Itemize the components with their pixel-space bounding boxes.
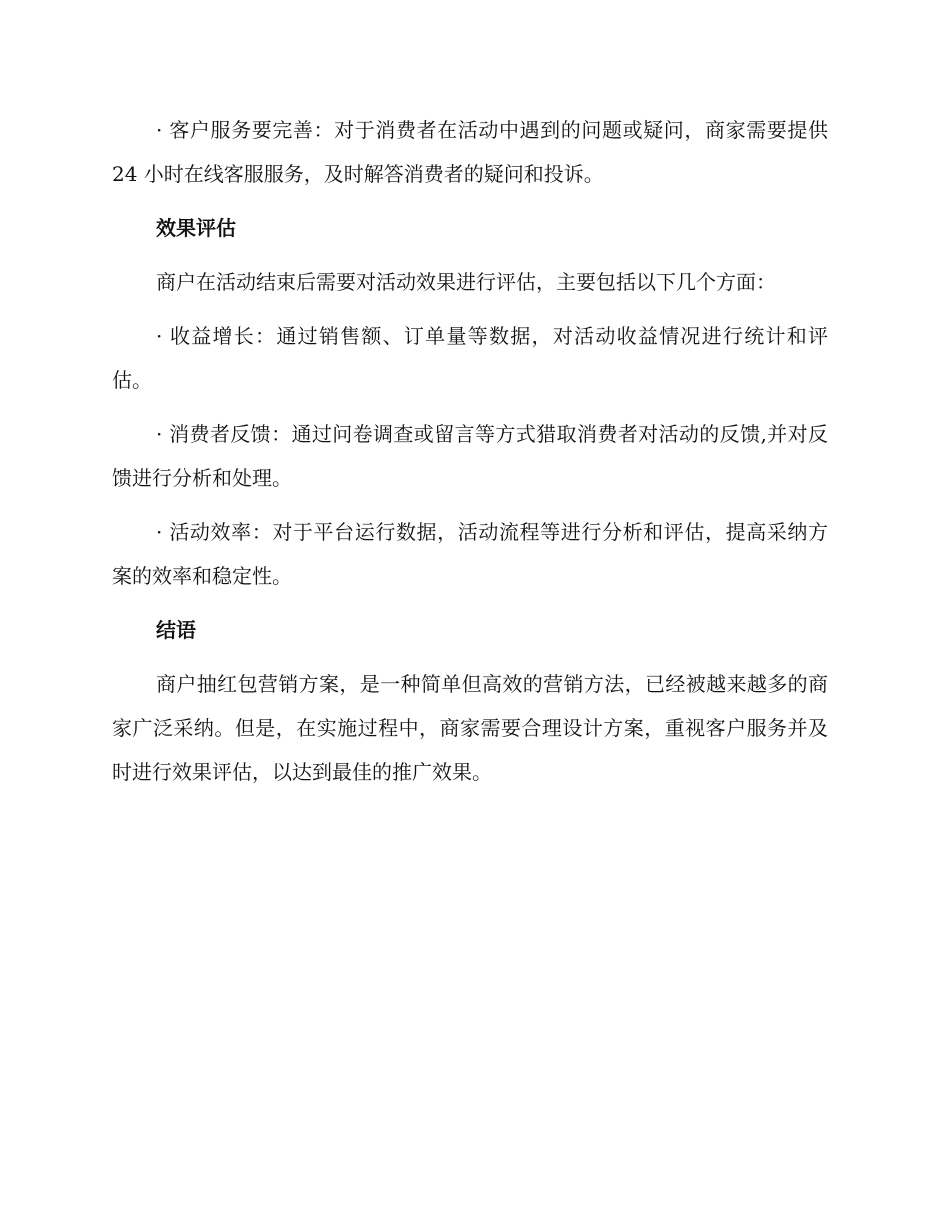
paragraph-customer-service: · 客户服务要完善：对于消费者在活动中遇到的问题或疑问，商家需要提供 24 小时在线客服服务，及时解答消费者的疑问和投诉。: [112, 118, 828, 186]
document-body: [112, 108, 828, 804]
paragraph-evaluation-intro: 商户在活动结束后需要对活动效果进行评估，主要包括以下几个方面：: [156, 270, 776, 294]
list-item-activity-efficiency: · 活动效率：对于平台运行数据，活动流程等进行分析和评估，提高采纳方案的效率和稳定性。: [112, 520, 828, 588]
paragraph-conclusion: 商户抽红包营销方案，是一种简单但高效的营销方法，已经被越来越多的商家广泛采纳。但是，在实施过程中，商家需要合理设计方案，重视客户服务并及时进行效果评估，以达到最佳的推广效果。: [112, 672, 828, 784]
list-item-consumer-feedback: · 消费者反馈：通过问卷调查或留言等方式猎取消费者对活动的反馈,并对反馈进行分析和处理。: [112, 422, 828, 490]
list-item-revenue-growth: · 收益增长：通过销售额、订单量等数据，对活动收益情况进行统计和评估。: [112, 324, 828, 392]
heading-evaluation: 效果评估: [156, 216, 236, 240]
heading-conclusion: 结语: [156, 618, 196, 642]
